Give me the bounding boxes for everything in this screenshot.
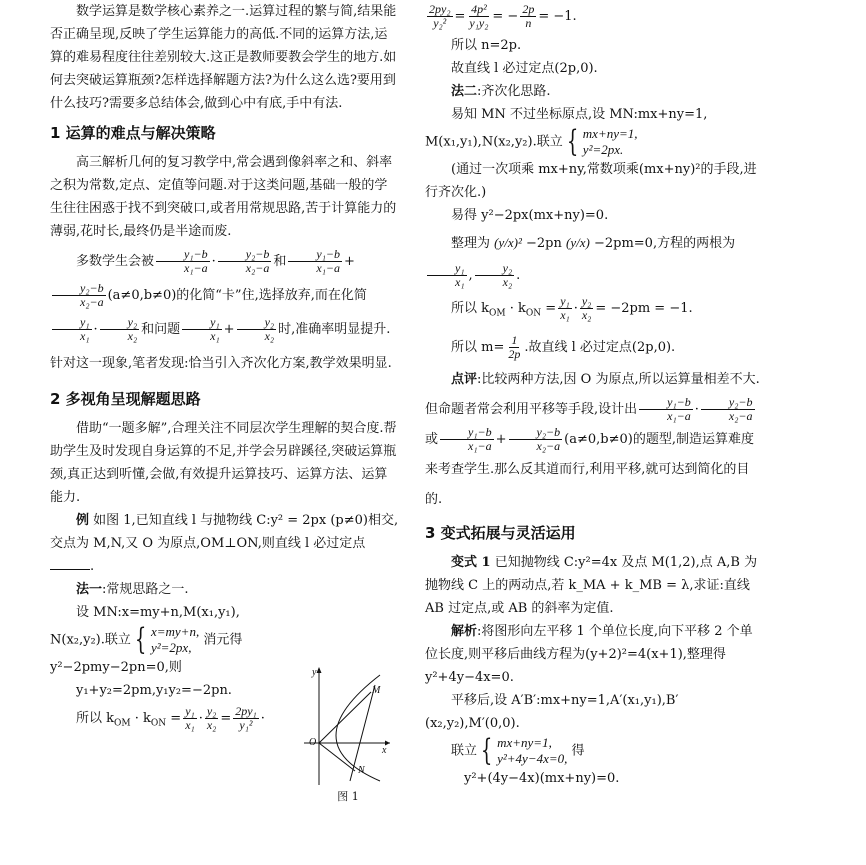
fraction-paragraph: 多数学生会被 $\frac{\text{y₁−b}}{\text{x₁−a}}$ · $\frac{\text{y₂−b}}{\text{x₂−a}}$ 和 $\frac{\text{y₁−b}}{\text{x₁−a}}$ + $\frac{\text{y₂−b}}{\text{x₂−a}}$ (a≠0,b≠0)的化简“卡”住,选择放弃,而在化简 $\frac{\text{y₁}}{\text{x₁}}$ · $\frac{\text{y₂}}{\text{x₂}}$ 和问题 $\frac{\text{y₁}}{\text{x₁}}$ + $\frac{\text{y₂}}{\text{x₂}}$ 时,准确率明显提升.针对这一现象,笔者发现:恰当引入齐次化方案,教学效果明显. bbox=[50, 247, 392, 371]
fraction-2py2-y2sq: $\frac{\text{2py₂}}{\text{y₂²}}$ bbox=[429, 2, 451, 30]
section-1-heading: 1 运算的难点与解决策略 bbox=[50, 124, 216, 142]
fig-label-O: O bbox=[309, 737, 317, 748]
method-2-line-3: 易得 y²−2px(mx+ny)=0. bbox=[451, 208, 609, 223]
method-2-line-1: 易知 MN 不过坐标原点,设 MN:mx+ny=1, bbox=[451, 107, 708, 122]
y-axis-arrow bbox=[317, 667, 322, 673]
fraction-y2-x2-3: $\frac{\text{y₂}}{\text{x₂}}$ bbox=[206, 704, 217, 732]
method-1-line-1: 设 MN:x=my+n,M(x₁,y₁), bbox=[76, 605, 240, 620]
fraction-y1b-x1a-2: $\frac{\text{y₁−b}}{\text{x₁−a}}$ bbox=[288, 248, 342, 275]
system-of-equations: { x=my+n, y²=2px, bbox=[134, 622, 200, 657]
translation-setup: 平移后,设 A′B′:mx+ny=1,A′(x₁,y₁),B′(x₂,y₂),M′(0,0). bbox=[425, 692, 679, 731]
section-3-heading: 3 变式拓展与灵活运用 bbox=[425, 523, 576, 542]
fraction-y1b-x1a: $\frac{\text{y₁−b}}{\text{x₁−a}}$ bbox=[156, 248, 210, 275]
method-2-title: 法二:齐次化思路. bbox=[451, 84, 551, 99]
system-of-equations-3: { mx+ny=1, y²+4y−4x=0, bbox=[480, 732, 568, 768]
method-1-title: 法一:常规思路之一. bbox=[76, 582, 189, 597]
right-column bbox=[425, 0, 765, 790]
fig-label-N: N bbox=[358, 765, 365, 776]
fraction-y1-x1-4: $\frac{\text{y₁}}{\text{x₁}}$ bbox=[427, 262, 467, 289]
method-1-line-4: y₁+y₂=2pm,y₁y₂=−2pn. bbox=[76, 683, 232, 698]
fraction-y1b-x1a-3: $\frac{\text{y₁−b}}{\text{x₁−a}}$ bbox=[639, 396, 693, 423]
intro-paragraph: 数学运算是数学核心素养之一.运算过程的繁与简,结果能否正确呈现,反映了学生运算能力的高低.不同的运算方法,运算的难易程度往往差别较大.这正是教师要教会学生的地方.如何去突破运算瓶颈?怎样选择解题方法?为什么这么选?要用到什么技巧?需要多总结体会,做到心中有底,手中有法. bbox=[50, 4, 397, 111]
variant-1: 变式 1 已知抛物线 C:y²=4x 及点 M(1,2),点 A,B 为抛物线 C 上的两动点,若 k_MA + k_MB = λ,求证:直线 AB 过定点,或 AB 的斜率为定值. bbox=[425, 554, 758, 616]
fraction-y1-x1-3: $\frac{\text{y₁}}{\text{x₁}}$ bbox=[185, 704, 195, 732]
fraction-y1-x1-5: $\frac{\text{y₁}}{\text{x₁}}$ bbox=[560, 294, 570, 322]
fraction-y2-x2-5: $\frac{\text{y₂}}{\text{x₂}}$ bbox=[581, 294, 592, 322]
fraction-y2-x2-2: $\frac{\text{y₂}}{\text{x₂}}$ bbox=[237, 316, 277, 343]
example-problem: 例 如图 1,已知直线 l 与抛物线 C:y² = 2px (p≠0)相交,交点为 M,N,又 O 为原点,OM⊥ON,则直线 l 必过定点. bbox=[50, 513, 399, 574]
segment-ON bbox=[319, 743, 355, 771]
homogenization-note: (通过一次项乘 mx+ny,常数项乘(mx+ny)²的手段,进行齐次化.) bbox=[425, 162, 757, 200]
fig-label-M: M bbox=[372, 685, 381, 696]
parabola-diagram bbox=[302, 663, 394, 788]
fraction-y2b-x2a: $\frac{\text{y₂−b}}{\text{x₂−a}}$ bbox=[218, 248, 272, 275]
fraction-y2b-x2a-3: $\frac{\text{y₂−b}}{\text{x₂−a}}$ bbox=[701, 396, 755, 423]
method-1-line-5: 所以 $k_{OM} \cdot k_{ON}$ = $\frac{\text{y₁}}{\text{x₁}}$ · $\frac{\text{y₂}}{\text{x₂}}$ = $\frac{\text{2py₁}}{\text{y₁²}}$ · bbox=[76, 704, 265, 732]
so-n-equals: 所以 n=2p. bbox=[451, 38, 522, 53]
system-of-equations-2: { mx+ny=1, y²=2px. bbox=[566, 124, 638, 159]
fraction-2p-n: $\frac{2p}{n}$ bbox=[522, 2, 535, 30]
section-1-paragraph: 高三解析几何的复习教学中,常会遇到像斜率之和、斜率之积为常数,定点、定值等问题.对于这类问题,基础一般的学生往往困惑于找不到突破口,或者用常规思路,苦于计算能力的薄弱,花时长,最终仍是半途而废. bbox=[50, 155, 397, 239]
fixed-point-1: 故直线 l 必过定点(2p,0). bbox=[451, 61, 598, 76]
method-2-line-6: 所以 m= $\frac{1}{2p}$ .故直线 l 必过定点(2p,0). bbox=[451, 332, 676, 361]
section-2-heading: 2 多视角呈现解题思路 bbox=[50, 390, 201, 408]
fraction-4p2-y1y2: $\frac{\text{4p²}}{\text{y₁y₂}}$ bbox=[469, 2, 489, 30]
fraction-y2-x2-4: $\frac{\text{y₂}}{\text{x₂}}$ bbox=[475, 262, 515, 289]
method-1-result: $\frac{\text{2py₂}}{\text{y₂²}}$ = $\frac{\text{4p²}}{\text{y₁y₂}}$ = − $\frac{2p}{n}$ = −1. bbox=[429, 2, 577, 30]
method-1-line-3: y²−2pmy−2pn=0,则 bbox=[50, 660, 182, 675]
method-2-line-2: M(x₁,y₁),N(x₂,y₂).联立 { mx+ny=1, y²=2px. bbox=[425, 124, 638, 159]
method-1-line-2: N(x₂,y₂).联立 { x=my+n, y²=2px, 消元得 bbox=[50, 622, 243, 657]
fraction-y1-x1: $\frac{\text{y₁}}{\text{x₁}}$ bbox=[52, 316, 92, 343]
fig-label-y: y bbox=[312, 667, 317, 678]
figure-1 bbox=[302, 663, 394, 803]
analysis: 解析:将图形向左平移 1 个单位长度,向下平移 2 个单位长度,则平移后曲线方程为(y+2)²=4(x+1),整理得 y²+4y−4x=0. bbox=[425, 623, 753, 685]
answer-blank bbox=[50, 555, 90, 570]
simultaneous-equations: 联立 { mx+ny=1, y²+4y−4x=0, 得 bbox=[451, 732, 585, 768]
method-2-line-4: 整理为 (y/x)² −2pn (y/x) −2pm=0,方程的两根为 $\frac{\text{y₁}}{\text{x₁}}$ , $\frac{\text{y₂}}{\text{x₂}}$ . bbox=[425, 227, 765, 292]
left-column bbox=[50, 0, 400, 741]
figure-caption: 图 1 bbox=[337, 790, 359, 803]
fraction-y1b-x1a-4: $\frac{\text{y₁−b}}{\text{x₁−a}}$ bbox=[440, 426, 494, 453]
fig-label-x: x bbox=[382, 745, 387, 756]
section-2-paragraph: 借助“一题多解”,合理关注不同层次学生理解的契合度.帮助学生及时发现自身运算的不足,并学会另辟蹊径,突破运算瓶颈,真正达到听懂,会做,有效提升运算技巧、运算方法、运算能力. bbox=[50, 421, 397, 505]
segment-OM bbox=[319, 692, 371, 743]
final-equation: y²+(4y−4x)(mx+ny)=0. bbox=[464, 770, 620, 786]
fraction-y2-x2: $\frac{\text{y₂}}{\text{x₂}}$ bbox=[100, 316, 140, 343]
fraction-y2b-x2a-4: $\frac{\text{y₂−b}}{\text{x₂−a}}$ bbox=[509, 426, 563, 453]
fraction-y1-x1-2: $\frac{\text{y₁}}{\text{x₁}}$ bbox=[182, 316, 222, 343]
commentary: 点评:比较两种方法,因 O 为原点,所以运算量相差不大.但命题者常会利用平移等手段,设计出 $\frac{\text{y₁−b}}{\text{x₁−a}}$ · $\frac{\text{y₂−b}}{\text{x₂−a}}$ 或 $\frac{\text{y₁−b}}{\text{x₁−a}}$ + $\frac{\text{y₂−b}}{\text{x₂−a}}$ (a≠0,b≠0)的题型,制造运算难度来考查学生.那么反其道而行,利用平移,就可达到简化的目的. bbox=[425, 371, 760, 507]
fraction-2py1-y1sq: $\frac{\text{2py₁}}{\text{y₁²}}$ bbox=[235, 704, 257, 732]
fraction-1-2p: $\frac{1}{2p}$ bbox=[508, 332, 521, 361]
fraction-y2b-x2a-2: $\frac{\text{y₂−b}}{\text{x₂−a}}$ bbox=[52, 282, 106, 309]
method-2-line-5: 所以 $k_{OM} \cdot k_{ON}$ = $\frac{\text{y₁}}{\text{x₁}}$ · $\frac{\text{y₂}}{\text{x₂}}$ = −2pm = −1. bbox=[451, 294, 693, 322]
